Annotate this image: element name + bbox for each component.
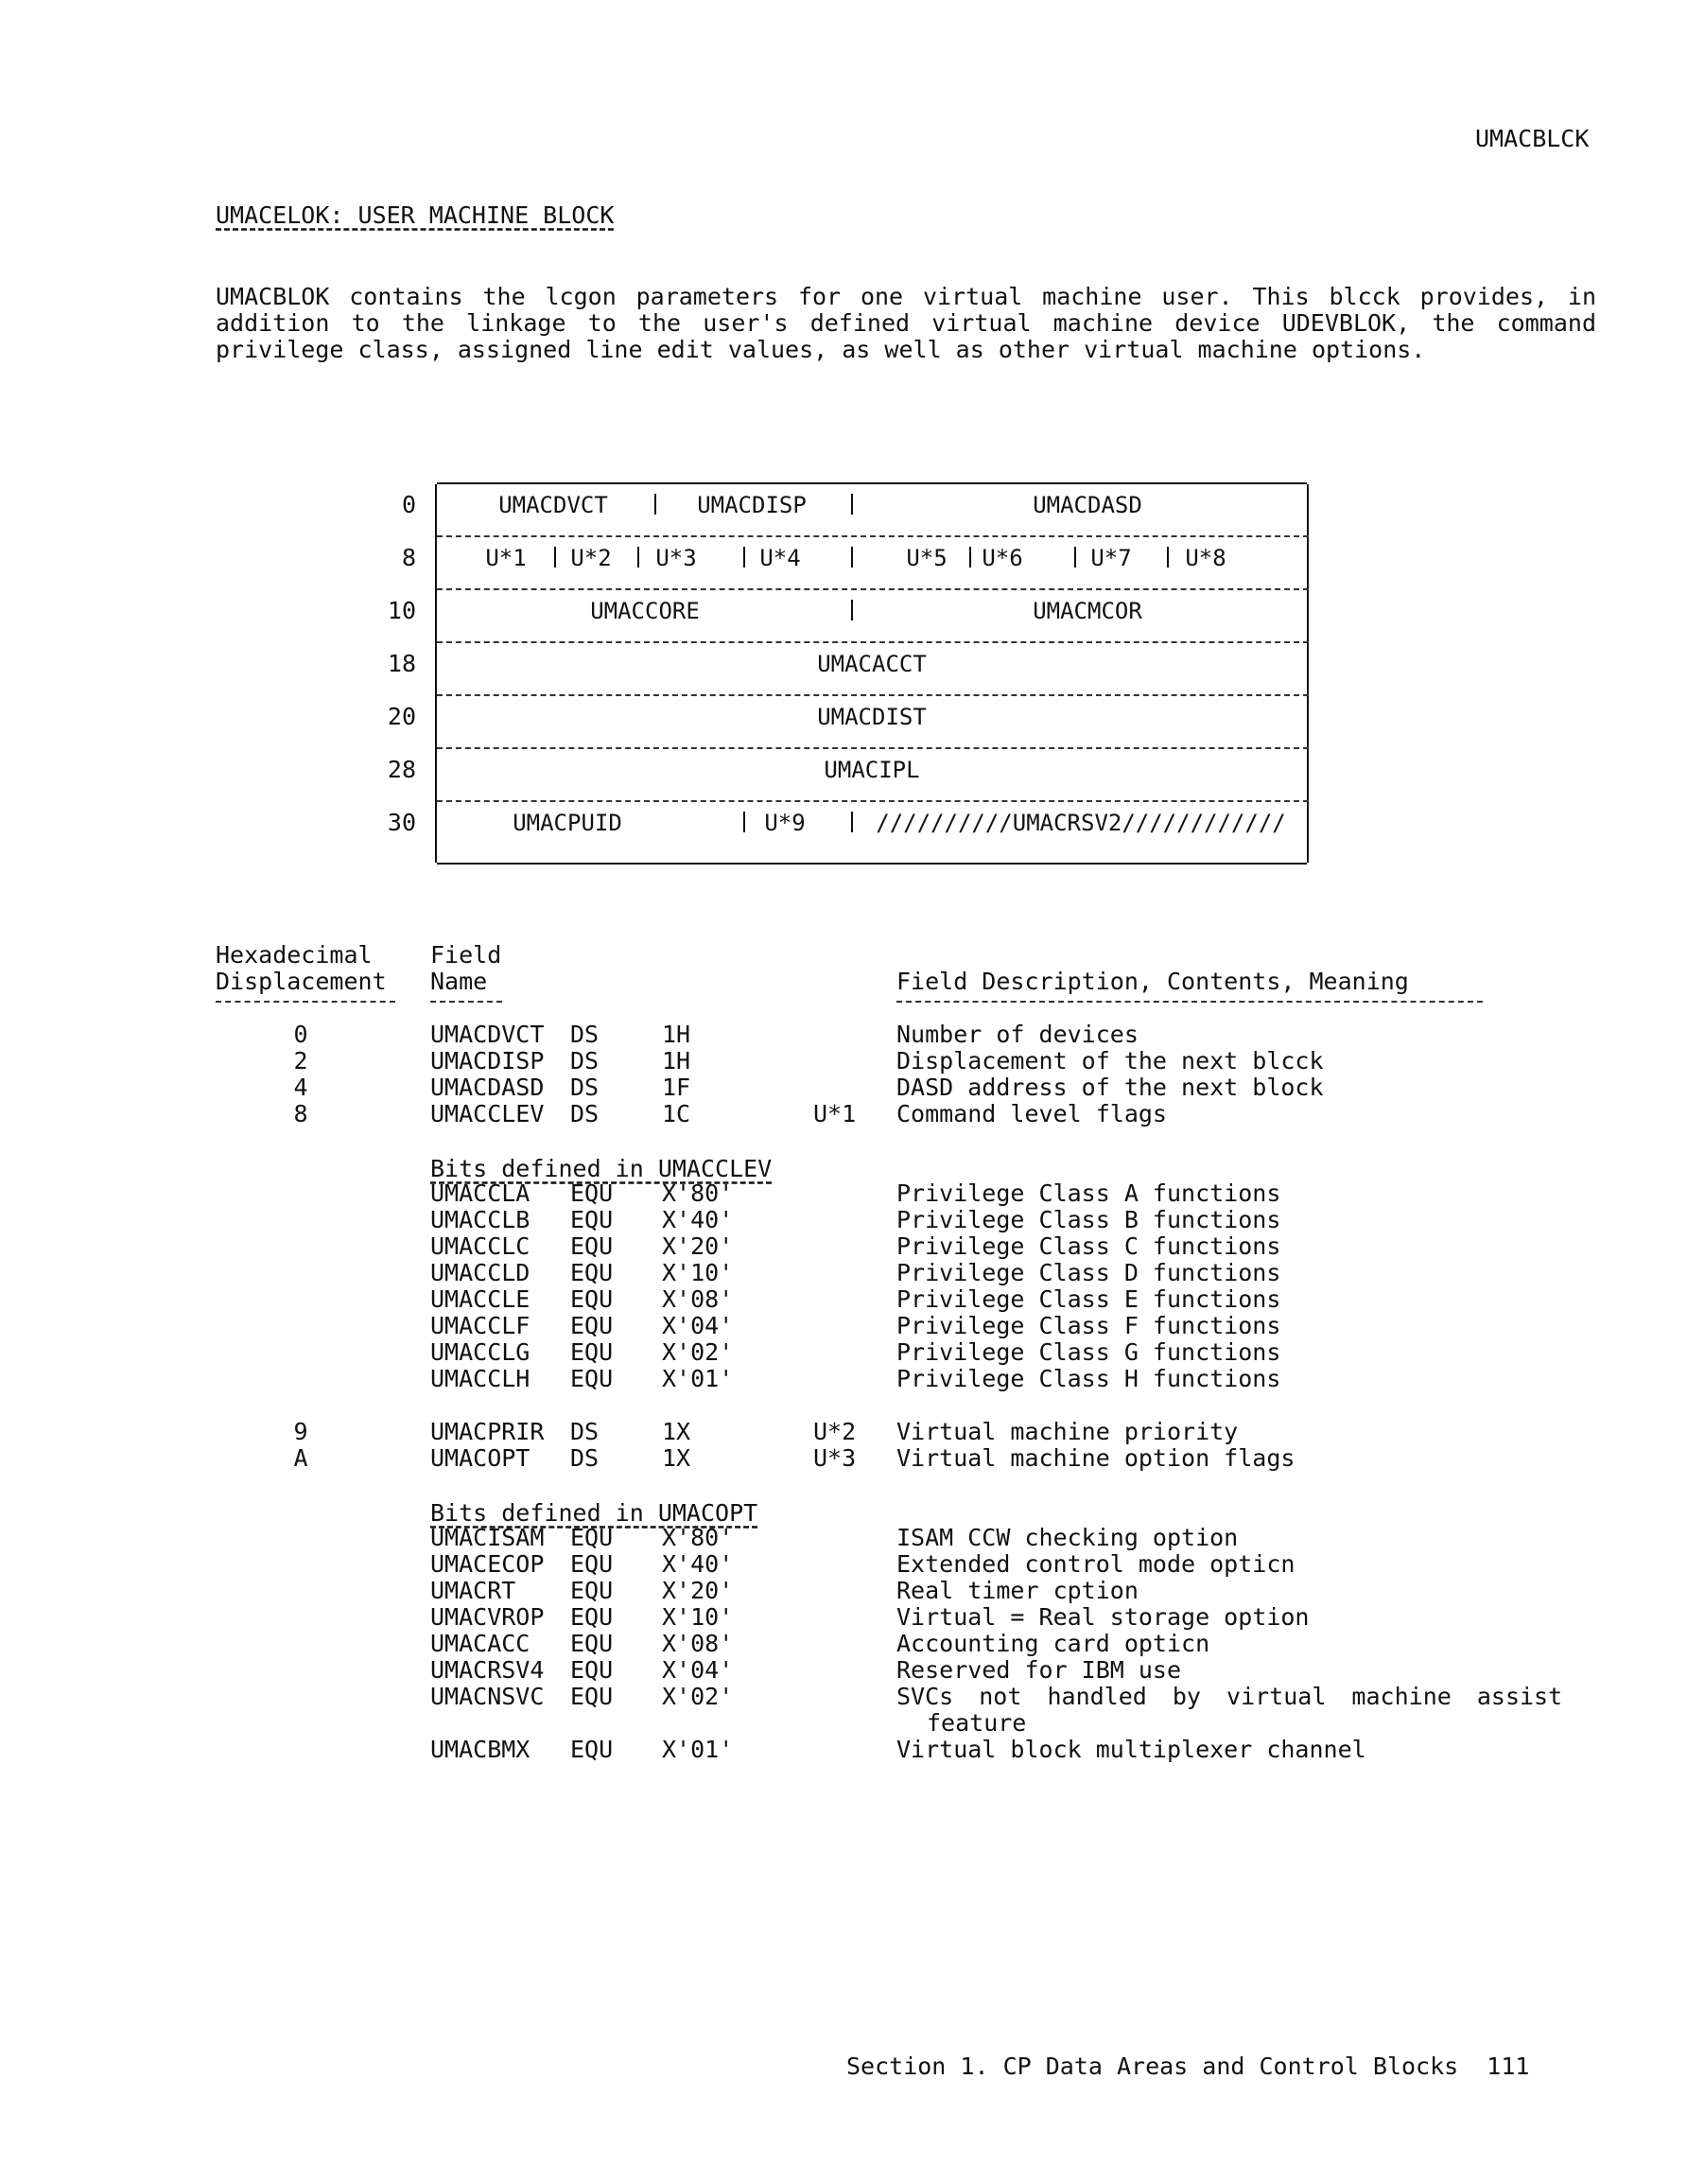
field-cell: UMACDIST xyxy=(817,704,927,730)
flag-cell: U*3 xyxy=(655,545,697,571)
header-description: Field Description, Contents, Meaning xyxy=(896,968,1409,995)
field-cell: UMACDVCT xyxy=(498,492,608,518)
flag-cell: U*5 xyxy=(906,545,948,571)
bits-section-title: Bits defined in UMACOPT xyxy=(430,1499,758,1527)
offset-label: 10 xyxy=(387,597,416,624)
description-continuation: feature xyxy=(927,1709,1027,1737)
field-cell: UMACDASD xyxy=(1033,492,1142,518)
offset-label: 8 xyxy=(401,544,416,571)
page-footer: Section 1. CP Data Areas and Control Blocks 111 xyxy=(846,2053,1530,2080)
header-name-line2: Name xyxy=(430,968,488,995)
field-cell: UMACMCOR xyxy=(1033,598,1142,624)
row-separator xyxy=(437,747,1309,749)
header-disp-line1: Hexadecimal xyxy=(216,941,373,969)
flag-cell: U*4 xyxy=(759,545,801,571)
header-rule xyxy=(216,1001,395,1003)
flag-cell: U*6 xyxy=(982,545,1023,571)
row-separator xyxy=(437,694,1309,696)
row-separator xyxy=(437,641,1309,643)
field-cell: UMACPUID xyxy=(513,810,622,836)
offset-label: 0 xyxy=(401,491,416,518)
offset-label: 18 xyxy=(387,650,416,677)
row-separator xyxy=(437,588,1309,590)
header-disp-line2: Displacement xyxy=(216,968,387,995)
field-cell: UMACACCT xyxy=(817,651,927,677)
flag-cell: U*9 xyxy=(764,810,806,836)
flag-cell: U*2 xyxy=(570,545,612,571)
bits-section-title: Bits defined in UMACCLEV xyxy=(430,1155,773,1182)
running-head: UMACBLCK xyxy=(1475,125,1590,152)
header-rule xyxy=(430,1001,502,1003)
field-cell: UMACIPL xyxy=(824,757,920,783)
row-separator xyxy=(437,800,1309,802)
intro-paragraph: UMACBLOK contains the lcgon parameters for one virtual machine user. This blcck provides, in addition to the linkage to the user's defined virtual machine device UDEVBLOK, the command privilege class, assigned line edit values, as well as other virtual machine options. xyxy=(216,283,1596,363)
reserved-cell: //////////UMACRSV2//////////// xyxy=(876,810,1286,836)
block-layout-diagram xyxy=(378,473,1324,863)
field-cell: UMACCORE xyxy=(590,598,700,624)
header-name-line1: Field xyxy=(430,941,502,969)
offset-label: 30 xyxy=(387,809,416,836)
row-separator xyxy=(437,535,1309,537)
field-cell: UMACDISP xyxy=(697,492,807,518)
section-title: UMACELOK: USER MACHINE BLOCK xyxy=(216,201,615,229)
offset-label: 20 xyxy=(387,703,416,730)
header-rule xyxy=(896,1001,1483,1003)
flag-cell: U*7 xyxy=(1090,545,1132,571)
flag-cell: U*1 xyxy=(485,545,527,571)
flag-cell: U*8 xyxy=(1185,545,1226,571)
offset-label: 28 xyxy=(387,756,416,783)
